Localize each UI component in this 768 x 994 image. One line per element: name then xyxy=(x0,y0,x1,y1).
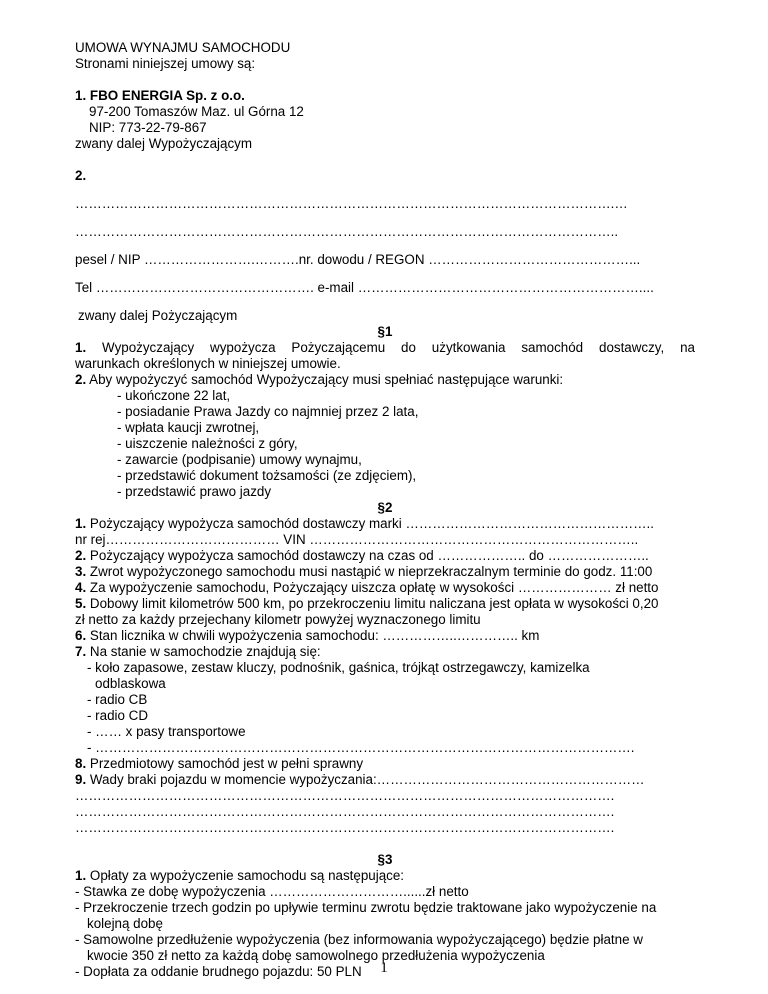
s2-defects-line-2: …………………………………………………………………………………………………………. xyxy=(75,804,615,819)
s1-condition-5: - zawarcie (podpisanie) umowy wynajmu, xyxy=(117,452,362,467)
party1-role: zwany dalej Wypożyczającym xyxy=(75,136,252,151)
s2-equipment-5: - …………………………………………………………………………………………………………. xyxy=(87,740,635,755)
party2-dots-line-1: ………………………………………………………………………………………………………….… xyxy=(75,196,628,211)
s2-paragraph-5-cont: zł netto za każdy przejechany kilometr powyżej wyznaczonego limitu xyxy=(75,612,481,627)
s2-paragraph-5: 5. Dobowy limit kilometrów 500 km, po przekroczeniu limitu naliczana jest opłata w wysokości 0,20 xyxy=(75,596,659,611)
party1-address: 97-200 Tomaszów Maz. ul Górna 12 xyxy=(89,104,304,119)
s2-defects-line-1: …………………………………………………………………………………………………………. xyxy=(75,788,615,803)
section-1-heading: §1 xyxy=(377,324,393,339)
s1-condition-4: - uiszczenie należności z góry, xyxy=(117,436,298,451)
s2-paragraph-3: 3. Zwrot wypożyczonego samochodu musi nastąpić w nieprzekraczalnym terminie do godz. 11:00 xyxy=(75,564,653,579)
document-title: UMOWA WYNAJMU SAMOCHODU xyxy=(75,40,291,55)
s2-paragraph-6: 6. Stan licznika w chwili wypożyczenia samochodu: ……………..………….. km xyxy=(75,628,540,643)
party1-nip: NIP: 773-22-79-867 xyxy=(89,120,207,135)
s1-paragraph-2: 2. Aby wypożyczyć samochód Wypożyczający musi spełniać następujące warunki: xyxy=(75,372,564,387)
s1-condition-6: - przedstawić dokument tożsamości (ze zdjęciem), xyxy=(117,468,417,483)
s1-paragraph-1: 1. Wypożyczający wypożycza Pożyczającemu do użytkowania samochód dostawczy, na xyxy=(75,340,695,355)
party2-dots-line-2: ………………………………………………………………………………………………………….. xyxy=(75,224,619,239)
s2-paragraph-9: 9. Wady braki pojazdu w momencie wypożyczania:…………………………………………………… xyxy=(75,772,645,787)
section-3-heading: §3 xyxy=(377,852,393,867)
s3-fee-1: - Stawka ze dobę wypożyczenia …………………………......zł netto xyxy=(75,884,469,899)
s1-condition-1: - ukończone 22 lat, xyxy=(117,388,231,403)
party2-pesel-line: pesel / NIP …………………….……….nr. dowodu / REGON ………………………………………... xyxy=(75,252,641,267)
s2-paragraph-1: 1. Pożyczający wypożycza samochód dostawczy marki ……………………………………………….. xyxy=(75,516,654,531)
s1-paragraph-1-cont: warunkach określonych w niniejszej umowie. xyxy=(75,356,341,371)
s2-defects-line-3: …………………………………………………………………………………………………………. xyxy=(75,820,615,835)
s2-paragraph-2: 2. Pożyczający wypożycza samochód dostawczy na czas od ……………….. do ………………….. xyxy=(75,548,649,563)
contract-page xyxy=(75,40,695,980)
s2-equipment-4: - …… x pasy transportowe xyxy=(87,724,246,739)
s1-condition-2: - posiadanie Prawa Jazdy co najmniej przez 2 lata, xyxy=(117,404,419,419)
s2-paragraph-1-cont: nr rej………………………………… VIN ……………………………………………………………….. xyxy=(75,532,639,547)
s1-condition-7: - przedstawić prawo jazdy xyxy=(117,484,272,499)
s2-paragraph-8: 8. Przedmiotowy samochód jest w pełni sprawny xyxy=(75,756,364,771)
page-number: 1 xyxy=(380,960,388,976)
s2-paragraph-7: 7. Na stanie w samochodzie znajdują się: xyxy=(75,644,321,659)
party2-number: 2. xyxy=(75,168,87,183)
s3-fee-2: - Przekroczenie trzech godzin po upływie terminu zwrotu będzie traktowane jako wypożyczenie na xyxy=(75,900,657,915)
s2-equipment-1-cont: odblaskowa xyxy=(95,676,166,691)
s3-fee-2-cont: kolejną dobę xyxy=(87,916,163,931)
s2-equipment-2: - radio CB xyxy=(87,692,148,707)
intro-text: Stronami niniejszej umowy są: xyxy=(75,56,256,71)
s3-fee-3: - Samowolne przedłużenie wypożyczenia (bez informowania wypożyczającego) będzie płatne w xyxy=(75,932,643,947)
s3-fee-3-cont: kwocie 350 zł netto za każdą dobę samowolnego przedłużenia wypożyczenia xyxy=(87,948,545,963)
s2-equipment-1: - koło zapasowe, zestaw kluczy, podnośnik, gaśnica, trójkąt ostrzegawczy, kamizelka xyxy=(87,660,590,675)
s1-condition-3: - wpłata kaucji zwrotnej, xyxy=(117,420,260,435)
party2-tel-line: Tel …………………………………………. e-mail ……………………………………………………….... xyxy=(75,280,654,295)
s3-fee-4: - Dopłata za oddanie brudnego pojazdu: 50 PLN xyxy=(75,964,362,979)
party2-role: zwany dalej Pożyczającym xyxy=(78,308,238,323)
s3-paragraph-1: 1. Opłaty za wypożyczenie samochodu są następujące: xyxy=(75,868,405,883)
party1-name: 1. FBO ENERGIA Sp. z o.o. xyxy=(75,88,245,103)
s2-paragraph-4: 4. Za wypożyczenie samochodu, Pożyczający uiszcza opłatę w wysokości ………………… zł netto xyxy=(75,580,659,595)
section-2-heading: §2 xyxy=(377,500,393,515)
s2-equipment-3: - radio CD xyxy=(87,708,149,723)
